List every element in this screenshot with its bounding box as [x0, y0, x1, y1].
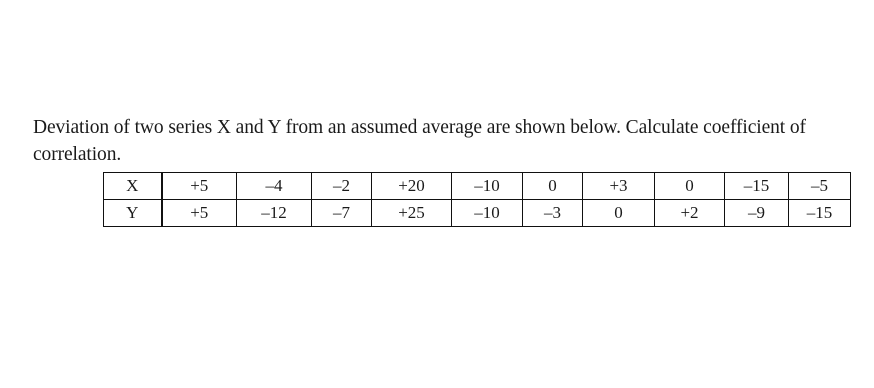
table-cell: 0: [655, 173, 725, 200]
row-label: X: [104, 173, 162, 200]
table-cell: –15: [789, 200, 851, 227]
table-cell: –2: [312, 173, 372, 200]
table-cell: –10: [452, 173, 523, 200]
table-cell: +2: [655, 200, 725, 227]
table-cell: –9: [725, 200, 789, 227]
table-row-x: [104, 173, 851, 200]
question-text: Deviation of two series X and Y from an assumed average are shown below. Calculate coefficient of correlation.: [33, 117, 806, 165]
table-cell: +25: [372, 200, 452, 227]
table-cell: –3: [523, 200, 583, 227]
table-row-y: [104, 200, 851, 227]
table-cell: +20: [372, 173, 452, 200]
deviation-table: [103, 172, 851, 227]
table-cell: –12: [237, 200, 312, 227]
table-cell: –4: [237, 173, 312, 200]
table-cell: –7: [312, 200, 372, 227]
table-cell: +5: [162, 173, 237, 200]
table-cell: –10: [452, 200, 523, 227]
table-cell: –5: [789, 173, 851, 200]
table-cell: 0: [523, 173, 583, 200]
table-cell: –15: [725, 173, 789, 200]
table-cell: 0: [583, 200, 655, 227]
table-cell: +5: [162, 200, 237, 227]
table-cell: +3: [583, 173, 655, 200]
row-label: Y: [104, 200, 162, 227]
